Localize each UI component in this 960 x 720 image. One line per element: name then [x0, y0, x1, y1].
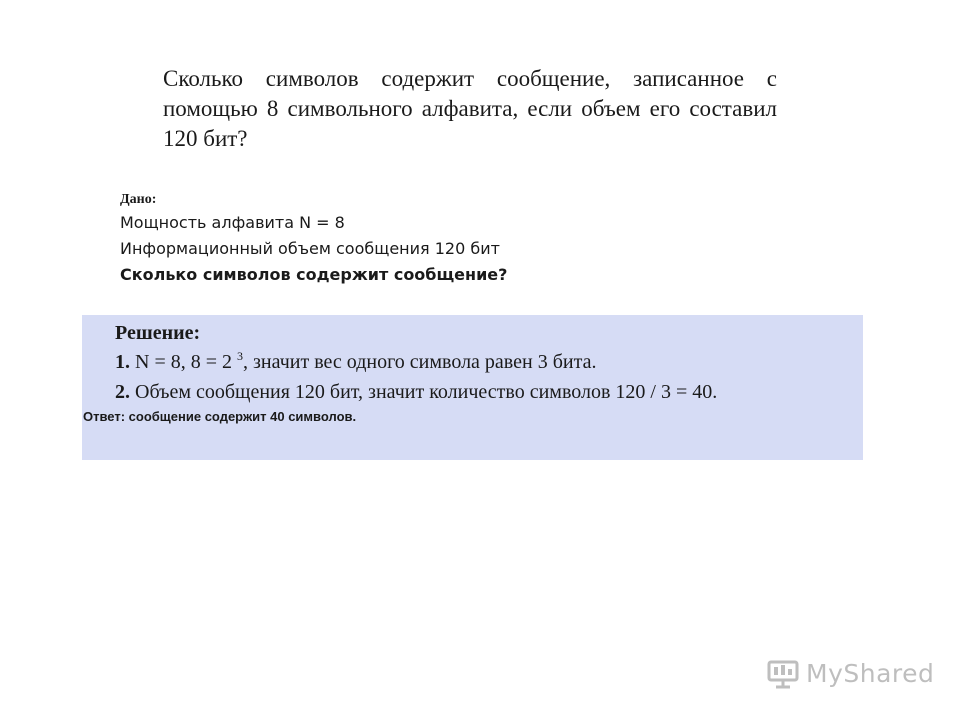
given-line-question: Сколько символов содержит сообщение? — [120, 265, 508, 284]
watermark — [766, 655, 934, 691]
watermark-text: MyShared — [806, 658, 935, 688]
step-2-number: 2. — [115, 381, 130, 403]
step-1-text-before: N = 8, 8 = 2 — [130, 351, 238, 373]
solution-box — [82, 315, 863, 460]
step-1-number: 1. — [115, 351, 130, 373]
given-title: Дано: — [120, 192, 157, 207]
projector-screen-icon — [766, 656, 800, 690]
step-2-text: Объем сообщения 120 бит, значит количество символов 120 / 3 = 40. — [130, 381, 718, 403]
given-section — [120, 190, 820, 288]
solution-step-1 — [115, 349, 596, 375]
solution-step-2 — [115, 379, 717, 405]
step-1-text-after: , значит вес одного символа равен 3 бита. — [243, 351, 597, 373]
given-line-alphabet-power: Мощность алфавита N = 8 — [120, 213, 345, 232]
question-text: Сколько символов содержит сообщение, записанное с помощью 8 символьного алфавита, если объем его составил 120 бит? — [163, 66, 777, 151]
step-1-exponent: 3 — [237, 349, 244, 363]
solution-title: Решение: — [115, 322, 201, 344]
answer-text: Ответ: сообщение содержит 40 символов. — [83, 409, 357, 424]
given-line-message-volume: Информационный объем сообщения 120 бит — [120, 239, 500, 258]
